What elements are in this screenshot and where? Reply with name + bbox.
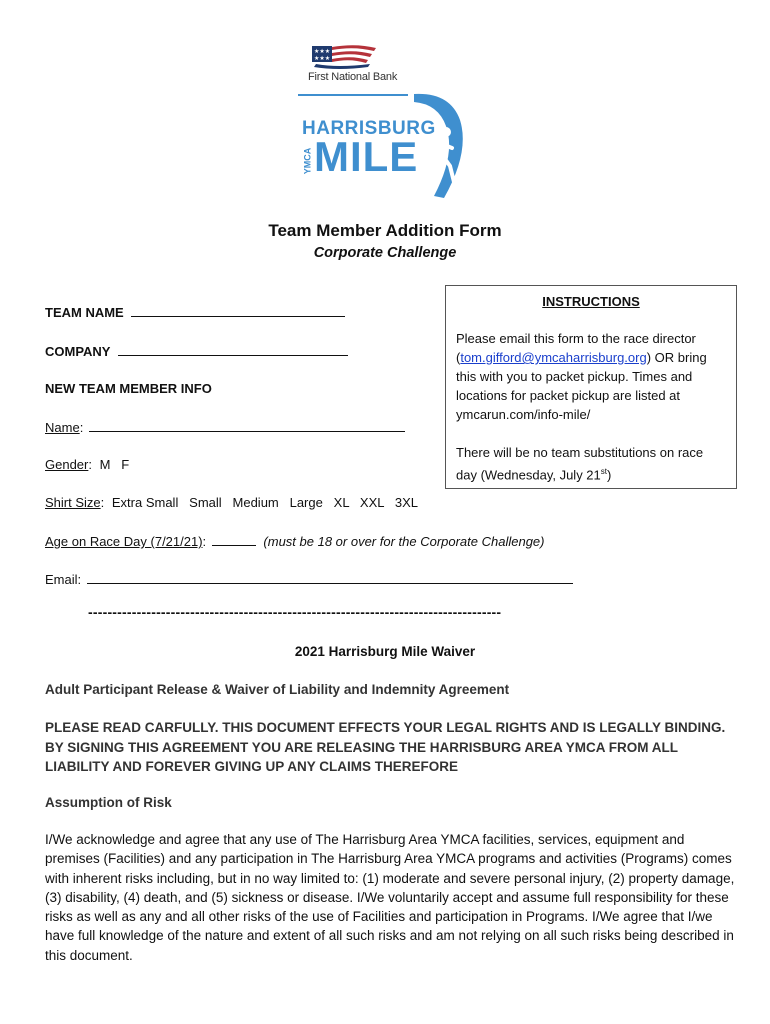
logo-rule — [298, 94, 408, 96]
company-field — [45, 343, 348, 359]
dashed-divider: ------------------------------------------------------------------------------------- — [88, 604, 502, 620]
svg-text:★★★: ★★★ — [314, 55, 331, 62]
logo-harrisburg: HARRISBURG — [302, 118, 436, 139]
ordinal-suffix: st — [600, 467, 607, 476]
first-national-bank-logo — [308, 44, 408, 88]
age-note: (must be 18 or over for the Corporate Challenge) — [263, 534, 545, 549]
team-name-field — [45, 304, 345, 320]
race-director-email-link[interactable]: tom.gifford@ymcaharrisburg.org — [460, 350, 647, 365]
form-subtitle: Corporate Challenge — [313, 245, 457, 261]
instructions-paragraph-1 — [456, 329, 726, 424]
shirt-size-label: Shirt Size — [45, 495, 101, 510]
new-member-heading: NEW TEAM MEMBER INFO — [45, 381, 212, 396]
substitution-note: There will be no team substitutions on race day (Wednesday, July 21 — [456, 445, 704, 483]
instructions-heading: INSTRUCTIONS — [542, 294, 640, 309]
svg-text:★★★: ★★★ — [314, 48, 331, 55]
team-name-input[interactable] — [131, 304, 345, 317]
assumption-of-risk-text: I/We acknowledge and agree that any use of The Harrisburg Area YMCA facilities, services, equipment and premises (Facilities) and any participation in The Harrisburg Area YMCA programs and activities (Programs) comes with inherent risks including, but in no way limited to: (1) moderate and severe personal injury, (2) property damage, (3) disability, (4) death, and (5) sickness or disease. I/We voluntarily accept and assume full responsibility for these risks as well as any and all other risks of the use of Facilities and participation in Programs. I/We agree that I/we have full knowledge of the nature and extent of all such risks and am not relying on all such risks being described in this document. — [45, 832, 735, 963]
harrisburg-mile-logo — [298, 92, 476, 200]
instructions-box — [445, 285, 737, 489]
age-label: Age on Race Day (7/21/21) — [45, 534, 203, 549]
assumption-of-risk-heading: Assumption of Risk — [45, 795, 172, 810]
gender-options[interactable]: M F — [99, 457, 130, 472]
email-label: Email: — [45, 572, 82, 587]
substitution-note-end: ) — [607, 467, 612, 483]
instructions-text: Please email this form to the race director ( — [456, 331, 696, 365]
runner-swoosh-icon — [410, 92, 476, 200]
name-field: Name: — [45, 419, 405, 435]
email-field — [45, 571, 573, 587]
bank-name: First National Bank — [308, 71, 398, 83]
gender-field: Gender: M F — [45, 457, 130, 472]
name-label: Name — [45, 420, 80, 435]
shirt-size-options[interactable]: Extra Small Small Medium Large XL XXL 3XL — [111, 495, 418, 510]
email-input[interactable] — [87, 571, 573, 584]
waiver-title: 2021 Harrisburg Mile Waiver — [294, 644, 476, 659]
logo-ymca: YMCA — [302, 147, 313, 175]
shirt-size-field: Shirt Size: Extra Small Small Medium Large XL XXL 3XL — [45, 495, 418, 510]
age-field: Age on Race Day (7/21/21): (must be 18 or over for the Corporate Challenge) — [45, 534, 545, 549]
company-label: COMPANY — [45, 344, 111, 359]
company-input[interactable] — [118, 343, 348, 356]
legal-warning: PLEASE READ CARFULLY. THIS DOCUMENT EFFECTS YOUR LEGAL RIGHTS AND IS LEGALLY BINDING. BY SIGNING THIS AGREEMENT YOU ARE RELEASING THE HARRISBURG AREA YMCA FROM ALL LIABILITY AND FOREVER GIVING UP ANY CLAIMS THEREFORE — [45, 720, 726, 774]
instructions-text-cont: ) OR bring this with you to packet pickup. Times and locations for packet pickup are listed at ymcarun.com/info-mile/ — [456, 350, 707, 422]
team-name-label: TEAM NAME — [45, 305, 124, 320]
gender-label: Gender — [45, 457, 89, 472]
logo-mile: MILE — [314, 133, 419, 180]
name-input[interactable] — [89, 419, 405, 432]
instructions-paragraph-2 — [456, 443, 726, 484]
form-title: Team Member Addition Form — [268, 221, 502, 240]
agreement-title: Adult Participant Release & Waiver of Liability and Indemnity Agreement — [45, 682, 510, 697]
age-input[interactable] — [212, 533, 256, 546]
